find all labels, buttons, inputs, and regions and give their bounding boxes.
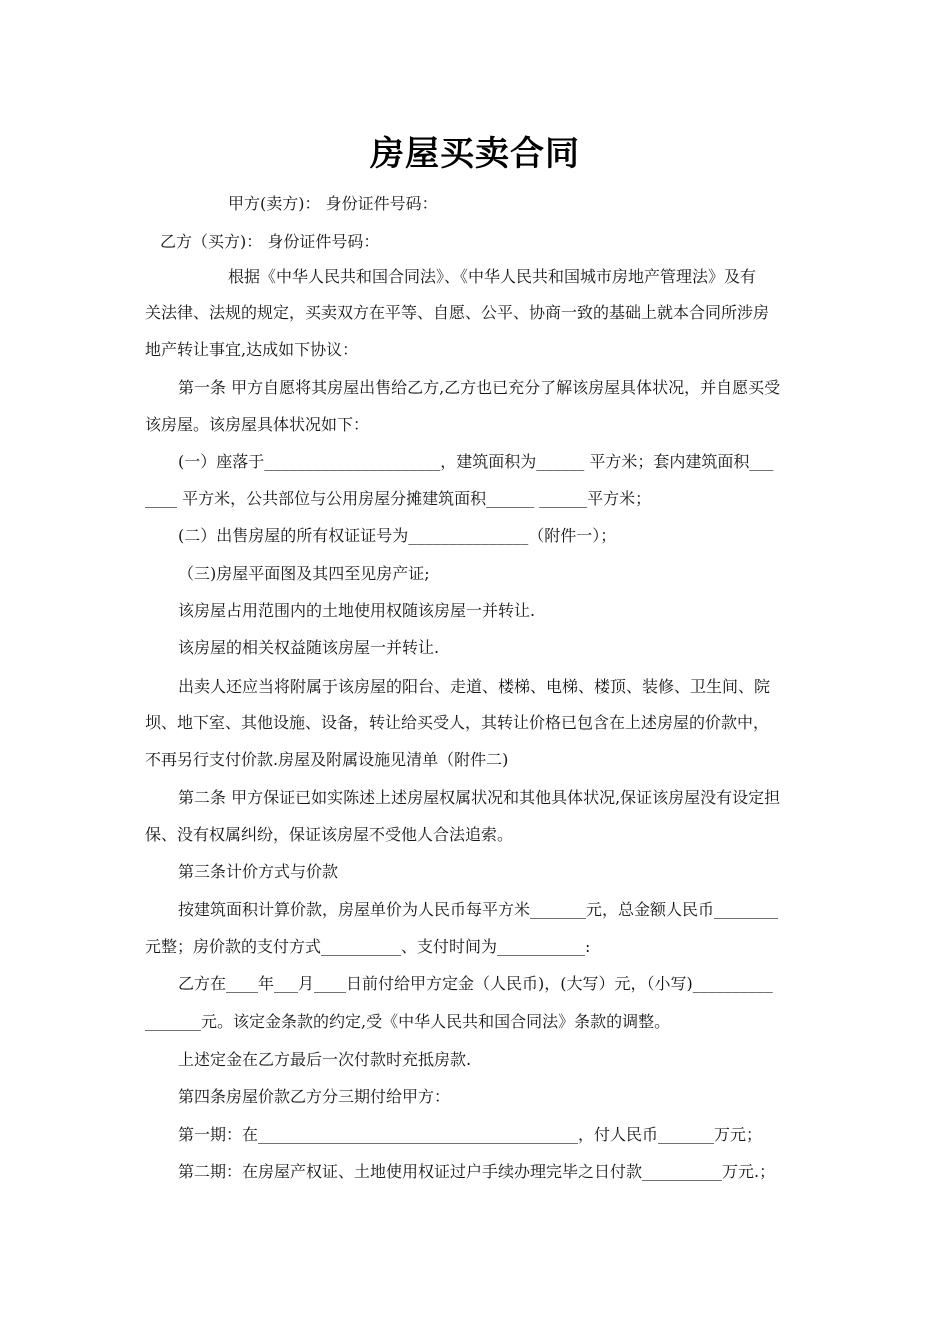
- paragraph-line: 不再另行支付价款.房屋及附属设施见清单（附件二): [145, 750, 509, 769]
- installment-1-line: 第一期：在________________________________________，付人民币_______万元；: [178, 1125, 763, 1144]
- paragraph-line: 该房屋的相关权益随该房屋一并转让.: [178, 638, 440, 657]
- clause-line: ____ 平方米，公共部位与公用房屋分摊建筑面积______ ______平方米；: [145, 489, 652, 508]
- buyer-line: 乙方（买方)： 身份证件号码：: [160, 232, 380, 251]
- paragraph-line: 该房屋。该房屋具体状况如下：: [145, 415, 370, 434]
- paragraph-line: 关法律、法规的规定，买卖双方在平等、自愿、公平、协商一致的基础上就本合同所涉房: [145, 303, 770, 322]
- article-3-heading: 第三条计价方式与价款: [178, 862, 339, 881]
- article-4-line: 第四条房屋价款乙方分三期付给甲方：: [178, 1087, 451, 1106]
- paragraph-line: 元整；房价款的支付方式__________、支付时间为___________:: [145, 937, 591, 956]
- paragraph-line: 按建筑面积计算价款，房屋单价为人民币每平方米_______元，总金额人民币________: [178, 900, 779, 919]
- seller-line: 甲方(卖方)： 身份证件号码：: [228, 194, 438, 213]
- paragraph-line: 上述定金在乙方最后一次付款时充抵房款.: [178, 1050, 472, 1069]
- article-2-line: 第二条 甲方保证已如实陈述上述房屋权属状况和其他具体状况,保证该房屋没有设定担: [178, 788, 781, 807]
- paragraph-line: 坝、地下室、其他设施、设备，转让给买受人，其转让价格已包含在上述房屋的价款中，: [145, 713, 770, 732]
- paragraph-line: 乙方在____年___月____日前付给甲方定金（人民币)，(大写）元，（小写)__________: [178, 974, 773, 993]
- paragraph-line: _______元。该定金条款的约定,受《中华人民共和国合同法》条款的调整。: [145, 1012, 671, 1031]
- paragraph-line: 根据《中华人民共和国合同法》、《中华人民共和国城市房地产管理法》及有: [228, 267, 757, 286]
- page-title: 房屋买卖合同: [370, 134, 580, 174]
- installment-2-line: 第二期：在房屋产权证、土地使用权证过户手续办理完毕之日付款__________万元.；: [178, 1162, 776, 1181]
- clause-line: （三)房屋平面图及其四至见房产证;: [178, 564, 430, 583]
- paragraph-line: 该房屋占用范围内的土地使用权随该房屋一并转让.: [178, 601, 536, 620]
- clause-line: (一）座落于______________________，建筑面积为______ 平方米；套内建筑面积___: [178, 452, 774, 471]
- paragraph-line: 出卖人还应当将附属于该房屋的阳台、走道、楼梯、电梯、楼顶、装修、卫生间、院: [178, 677, 771, 696]
- paragraph-line: 地产转让事宜,达成如下协议：: [145, 340, 359, 359]
- clause-line: (二）出售房屋的所有权证证号为_______________（附件一）；: [178, 526, 617, 545]
- article-1-line: 第一条 甲方自愿将其房屋出售给乙方,乙方也已充分了解该房屋具体状况，并自愿买受: [178, 378, 781, 397]
- paragraph-line: 保、没有权属纠纷，保证该房屋不受他人合法追索。: [145, 825, 514, 844]
